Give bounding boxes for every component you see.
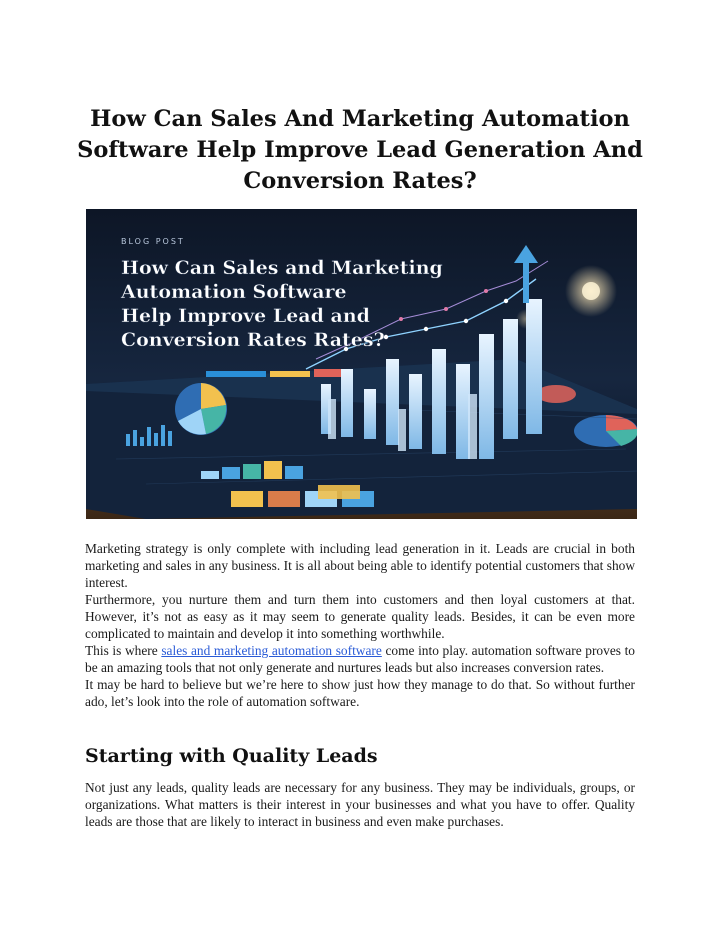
link-paragraph-before: This is where (85, 643, 162, 658)
closing-paragraph: It may be hard to believe but we’re here to show just how they manage to do that. So without further ado, let’s look into the role of automation software. (85, 677, 635, 709)
hero-heading-line-4: Conversion Rates Rates? (121, 329, 385, 351)
hero-heading-line-2: Automation Software (121, 281, 347, 303)
pie-chart-right (574, 415, 637, 447)
hero-image (86, 209, 637, 519)
pie-chart-left (175, 383, 227, 435)
hero-label: BLOG POST (121, 237, 185, 246)
section-paragraph: Not just any leads, quality leads are necessary for any business. They may be individuals, groups, or organizations. What matters is their interest in your businesses and what you have to offer. Quality leads are those that are likely to interact in business and even make purchases. (85, 780, 635, 829)
link-paragraph-after: come into play. automation software proves to be an amazing tools that not only generate and nurtures leads but also increases conversion rates. (85, 643, 636, 675)
intro-section (85, 540, 635, 710)
intro-paragraph-1: Marketing strategy is only complete with including lead generation in it. Leads are crucial in both marketing and sales in any business. It is all about being able to identify potential customers that show interest. (85, 541, 635, 590)
intro-paragraph-2: Furthermore, you nurture them and turn them into customers and then loyal customers at that. However, it’s not as easy as it may seem to generate quality leads. Besides, it can be even more complicated to maintain and develop it into something worthwhile. (85, 592, 635, 641)
section-body (85, 779, 635, 830)
automation-software-link[interactable]: sales and marketing automation software (161, 643, 382, 658)
hero-heading-line-3: Help Improve Lead and (121, 305, 370, 327)
section-heading: Starting with Quality Leads (85, 745, 378, 767)
link-paragraph (85, 642, 635, 676)
hero-illustration (86, 209, 637, 519)
hero-heading-line-1: How Can Sales and Marketing (121, 257, 443, 279)
page-title: How Can Sales And Marketing Automation Software Help Improve Lead Generation And Conversion Rates? (77, 106, 643, 194)
